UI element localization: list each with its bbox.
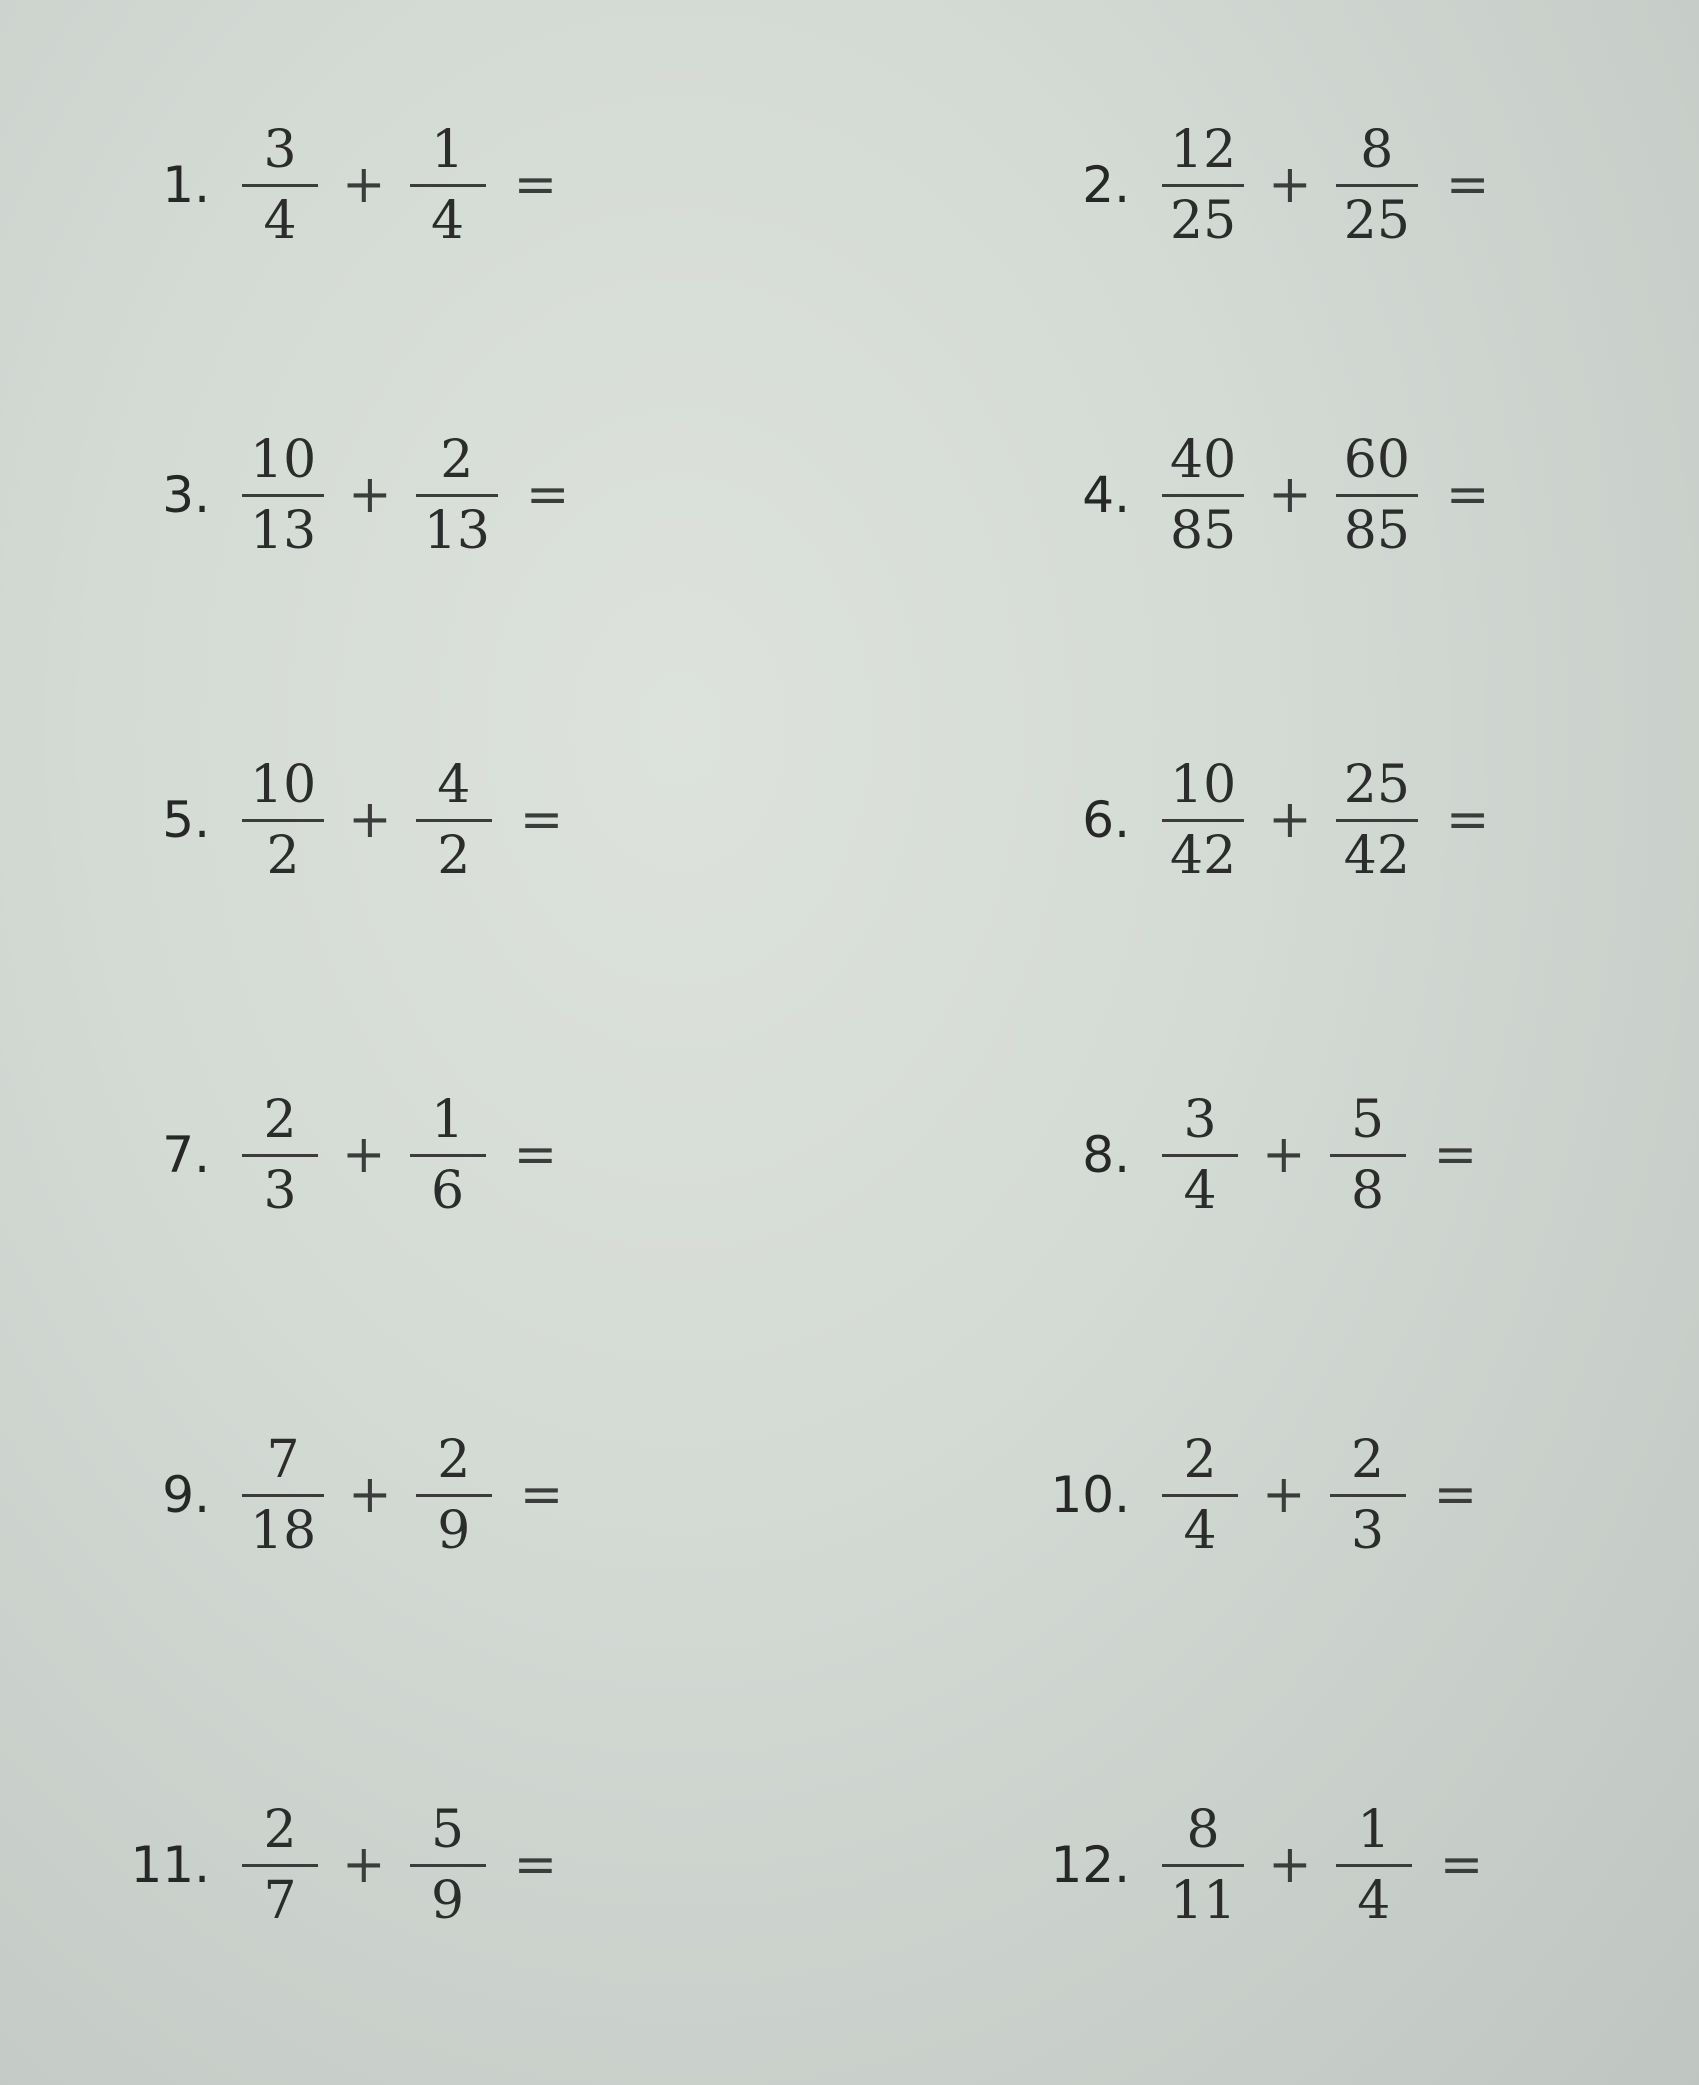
problem-number: 3. (162, 466, 210, 524)
numerator: 2 (263, 1089, 297, 1150)
equals-sign: = (525, 465, 570, 525)
plus-sign: + (348, 790, 392, 850)
plus-sign: + (342, 1125, 386, 1185)
denominator: 3 (1351, 1500, 1385, 1561)
problem-8 (1040, 1080, 1495, 1230)
numerator: 40 (1170, 429, 1237, 490)
fraction-bar (242, 1864, 318, 1867)
plus-sign: + (342, 155, 386, 215)
denominator: 25 (1343, 190, 1410, 251)
fraction-bar (416, 1494, 492, 1497)
problem-number: 4. (1082, 466, 1130, 524)
plus-sign: + (1268, 465, 1312, 525)
fraction-b (416, 430, 498, 561)
fraction-bar (410, 1864, 486, 1867)
numerator: 12 (1170, 119, 1237, 180)
fraction-bar (410, 1154, 486, 1157)
numerator: 2 (437, 1429, 471, 1490)
fraction-bar (1336, 1864, 1412, 1867)
fraction-bar (410, 184, 486, 187)
equals-sign: = (1445, 155, 1490, 215)
plus-sign: + (1262, 1125, 1306, 1185)
fraction-bar (416, 494, 498, 497)
equals-sign: = (1439, 1835, 1484, 1895)
numerator: 25 (1343, 754, 1410, 815)
numerator: 10 (1170, 754, 1237, 815)
equals-sign: = (513, 1835, 558, 1895)
denominator: 9 (431, 1870, 465, 1931)
fraction-a (1162, 120, 1244, 251)
problem-5 (120, 745, 581, 895)
denominator: 4 (1357, 1870, 1391, 1931)
equals-sign: = (513, 1125, 558, 1185)
plus-sign: + (1268, 1835, 1312, 1895)
fraction-b (410, 1090, 486, 1221)
fraction-a (1162, 430, 1244, 561)
denominator: 2 (266, 825, 300, 886)
problem-number: 8. (1082, 1126, 1130, 1184)
fraction-bar (1336, 494, 1418, 497)
fraction-a (242, 1430, 324, 1561)
problem-number: 2. (1082, 156, 1130, 214)
fraction-bar (242, 184, 318, 187)
denominator: 42 (1170, 825, 1237, 886)
numerator: 1 (431, 1089, 465, 1150)
denominator: 13 (250, 500, 317, 561)
denominator: 7 (263, 1870, 297, 1931)
fraction-bar (1330, 1154, 1406, 1157)
plus-sign: + (342, 1835, 386, 1895)
denominator: 9 (437, 1500, 471, 1561)
numerator: 5 (1351, 1089, 1385, 1150)
fraction-b (410, 120, 486, 251)
fraction-bar (1162, 819, 1244, 822)
plus-sign: + (348, 465, 392, 525)
problem-12 (1040, 1790, 1501, 1940)
numerator: 1 (431, 119, 465, 180)
fraction-a (242, 1800, 318, 1931)
fraction-bar (1330, 1494, 1406, 1497)
problem-10 (1040, 1420, 1495, 1570)
numerator: 1 (1357, 1799, 1391, 1860)
numerator: 10 (250, 754, 317, 815)
equals-sign: = (519, 790, 564, 850)
denominator: 11 (1170, 1870, 1237, 1931)
numerator: 3 (263, 119, 297, 180)
fraction-bar (242, 819, 324, 822)
numerator: 3 (1183, 1089, 1217, 1150)
problem-number: 5. (162, 791, 210, 849)
problem-number: 12. (1050, 1836, 1130, 1894)
numerator: 2 (1183, 1429, 1217, 1490)
fraction-bar (242, 494, 324, 497)
denominator: 4 (263, 190, 297, 251)
problem-number: 9. (162, 1466, 210, 1524)
equals-sign: = (513, 155, 558, 215)
problem-number: 11. (130, 1836, 210, 1894)
fraction-b (416, 755, 492, 886)
problem-number: 6. (1082, 791, 1130, 849)
denominator: 4 (431, 190, 465, 251)
numerator: 5 (431, 1799, 465, 1860)
fraction-a (1162, 755, 1244, 886)
problem-9 (120, 1420, 581, 1570)
denominator: 8 (1351, 1160, 1385, 1221)
problem-6 (1040, 745, 1508, 895)
fraction-bar (1162, 1154, 1238, 1157)
denominator: 25 (1170, 190, 1237, 251)
denominator: 6 (431, 1160, 465, 1221)
fraction-a (242, 120, 318, 251)
fraction-bar (416, 819, 492, 822)
fraction-bar (1336, 184, 1418, 187)
numerator: 2 (440, 429, 474, 490)
denominator: 85 (1343, 500, 1410, 561)
denominator: 2 (437, 825, 471, 886)
numerator: 2 (263, 1799, 297, 1860)
numerator: 2 (1351, 1429, 1385, 1490)
problem-1 (120, 110, 575, 260)
problem-number: 7. (162, 1126, 210, 1184)
numerator: 60 (1343, 429, 1410, 490)
fraction-bar (1162, 494, 1244, 497)
fraction-bar (242, 1154, 318, 1157)
fraction-b (1336, 1800, 1412, 1931)
equals-sign: = (1445, 465, 1490, 525)
denominator: 13 (423, 500, 490, 561)
fraction-b (1330, 1430, 1406, 1561)
plus-sign: + (1262, 1465, 1306, 1525)
equals-sign: = (1433, 1465, 1478, 1525)
fraction-a (242, 430, 324, 561)
fraction-a (1162, 1090, 1238, 1221)
fraction-b (1330, 1090, 1406, 1221)
fraction-bar (1162, 1494, 1238, 1497)
problem-4 (1040, 420, 1508, 570)
fraction-a (242, 1090, 318, 1221)
numerator: 4 (437, 754, 471, 815)
problem-number: 1. (162, 156, 210, 214)
numerator: 8 (1360, 119, 1394, 180)
fraction-b (1336, 755, 1418, 886)
equals-sign: = (1433, 1125, 1478, 1185)
problem-7 (120, 1080, 575, 1230)
plus-sign: + (1268, 155, 1312, 215)
denominator: 18 (250, 1500, 317, 1561)
equals-sign: = (1445, 790, 1490, 850)
problem-number: 10. (1050, 1466, 1130, 1524)
denominator: 4 (1183, 1160, 1217, 1221)
fraction-b (1336, 430, 1418, 561)
problem-2 (1040, 110, 1508, 260)
fraction-bar (1336, 819, 1418, 822)
problem-3 (120, 420, 588, 570)
fraction-bar (242, 1494, 324, 1497)
fraction-b (410, 1800, 486, 1931)
fraction-a (1162, 1800, 1244, 1931)
denominator: 3 (263, 1160, 297, 1221)
fraction-bar (1162, 184, 1244, 187)
denominator: 85 (1170, 500, 1237, 561)
numerator: 8 (1186, 1799, 1220, 1860)
equals-sign: = (519, 1465, 564, 1525)
fraction-b (416, 1430, 492, 1561)
denominator: 42 (1343, 825, 1410, 886)
fraction-bar (1162, 1864, 1244, 1867)
fraction-b (1336, 120, 1418, 251)
numerator: 10 (250, 429, 317, 490)
problem-11 (120, 1790, 575, 1940)
plus-sign: + (1268, 790, 1312, 850)
fraction-a (1162, 1430, 1238, 1561)
fraction-a (242, 755, 324, 886)
denominator: 4 (1183, 1500, 1217, 1561)
plus-sign: + (348, 1465, 392, 1525)
numerator: 7 (266, 1429, 300, 1490)
